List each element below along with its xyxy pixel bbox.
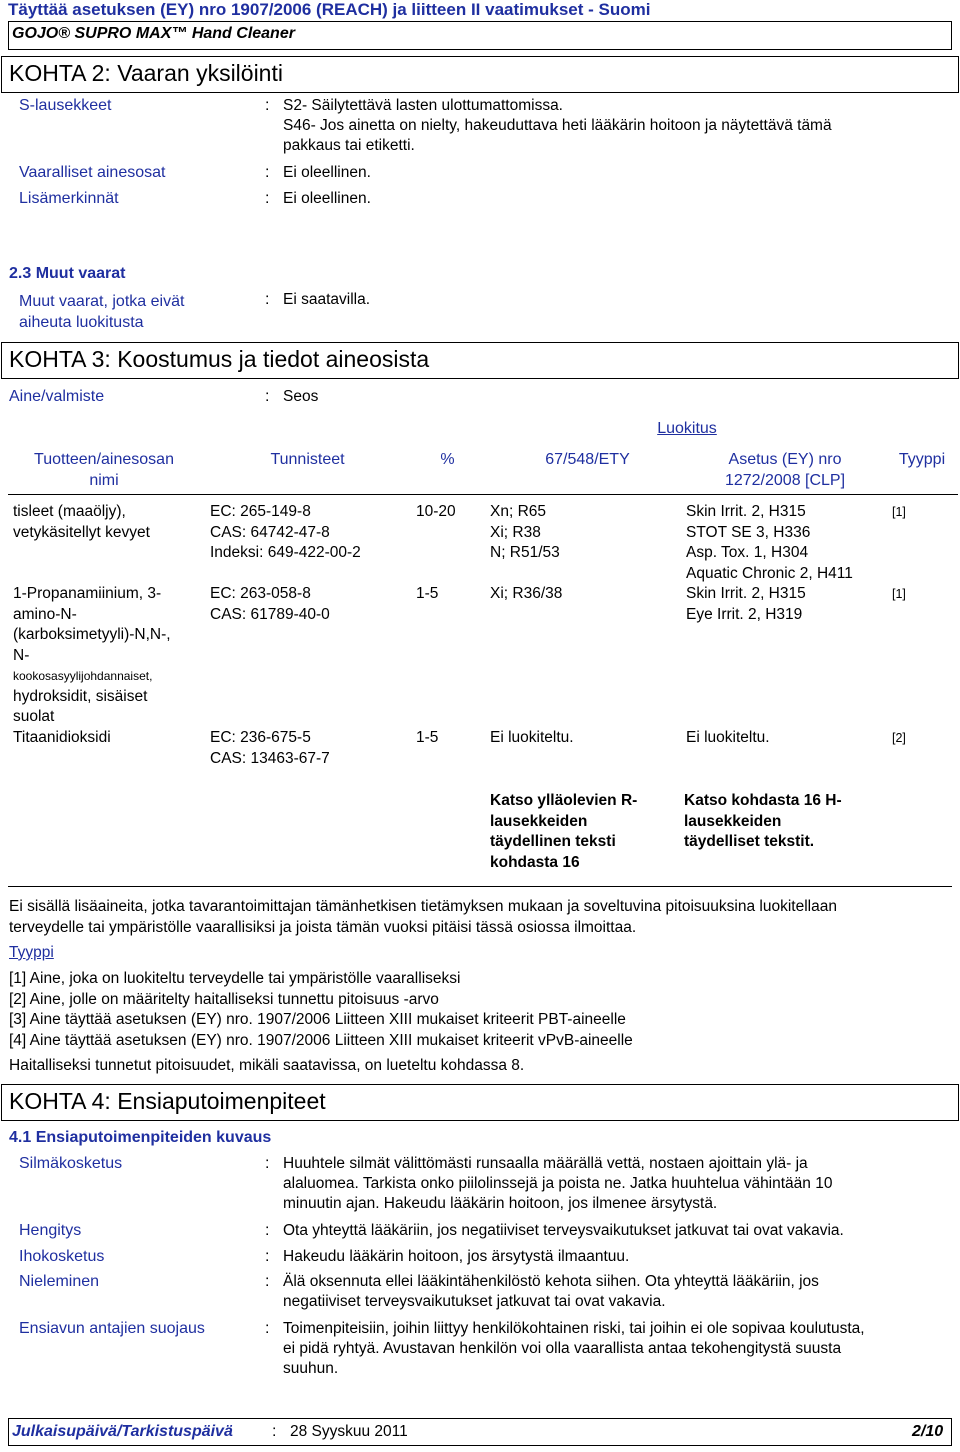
table-row-2-percent: 1-5 bbox=[416, 585, 439, 602]
table-row-1-type: [1] bbox=[892, 505, 906, 519]
product-name: GOJO® SUPRO MAX™ Hand Cleaner bbox=[12, 25, 295, 42]
hazardous-components-value: Ei oleellinen. bbox=[283, 164, 371, 181]
hazardous-components-label: Vaaralliset ainesosat bbox=[19, 164, 166, 181]
table-row-2-type: [1] bbox=[892, 587, 906, 601]
eye-contact-value: Huuhtele silmät välittömästi runsaalla määrällä vettä, nostaen ajoittain ylä- ja alaluomea. Tarkista onko piilolinssejä ja poista ne. Jatka huuhtelua vähintään 10 minuutin ajan. Hakeudu lääkärin hoitoon, jos ilmenee ärsytystä. bbox=[283, 1155, 833, 1212]
inhalation-value: Ota yhteyttä lääkäriin, jos negatiiviset terveysvaikutukset jatkuvat tai ovat vakavia. bbox=[283, 1222, 844, 1239]
table-row-2-name: 1-Propanamiinium, 3- amino-N- (karboksimetyyli)-N,N-, N- kookosasyylijohdannaiset, hydroksidit, sisäiset suolat bbox=[13, 585, 171, 725]
footer-page-number: 2/10 bbox=[912, 1423, 944, 1440]
section-2-title: KOHTA 2: Vaaran yksilöinti bbox=[9, 60, 283, 86]
col-name-header: Tuotteen/ainesosan nimi bbox=[34, 451, 174, 489]
table-row-1-ids: EC: 265-149-8 CAS: 64742-47-8 Indeksi: 649-422-00-2 bbox=[210, 503, 361, 561]
type-heading: Tyyppi bbox=[9, 944, 54, 961]
document-header-title: Täyttää asetuksen (EY) nro 1907/2006 (REACH) ja liitteen II vaatimukset - Suomi bbox=[8, 0, 651, 19]
first-aider-protection-label: Ensiavun antajien suojaus bbox=[19, 1320, 205, 1337]
substance-mixture-value: Seos bbox=[283, 388, 319, 405]
oel-note: Haitalliseksi tunnetut pitoisuudet, mikäli saatavissa, on lueteltu kohdassa 8. bbox=[9, 1057, 525, 1074]
r-phrases-note: Katso ylläolevien R- lausekkeiden täydellinen teksti kohdasta 16 bbox=[490, 792, 638, 871]
col-clp-header: Asetus (EY) nro 1272/2008 [CLP] bbox=[724, 451, 846, 489]
type-notes: [1] Aine, joka on luokiteltu terveydelle tai ympäristölle vaaralliseksi [2] Aine, jolle on määritelty haitalliseksi tunnettu pitoisuus -arvo [3] Aine täyttää asetuksen (EY) nro. 1907/2006 Liitteen XIII mukaiset kriteerit PBT-aineelle [4] Aine täyttää asetuksen (EY) nro. 1907/2006 Liitteen XIII mukaiset kriteerit vPvB-aineelle bbox=[9, 970, 633, 1049]
other-hazards-heading: 2.3 Muut vaarat bbox=[9, 265, 126, 282]
table-row-2-ids: EC: 263-058-8 CAS: 61789-40-0 bbox=[210, 585, 330, 623]
s-phrases-value: S2- Säilytettävä lasten ulottumattomissa. S46- Jos ainetta on nielty, hakeuduttava heti lääkärin hoitoon ja näytettävä tämä pakkaus tai etiketti. bbox=[283, 97, 832, 154]
classification-header: Luokitus bbox=[657, 420, 717, 437]
additional-labelling-label: Lisämerkinnät bbox=[19, 190, 119, 207]
table-row-1-name: tisleet (maaöljy), vetykäsitellyt kevyet bbox=[13, 503, 150, 541]
table-row-2-clp: Skin Irrit. 2, H315 Eye Irrit. 2, H319 bbox=[686, 585, 806, 623]
footer-date-value: 28 Syyskuu 2011 bbox=[290, 1423, 408, 1440]
skin-contact-label: Ihokosketus bbox=[19, 1248, 105, 1265]
section-3-title: KOHTA 3: Koostumus ja tiedot aineosista bbox=[9, 346, 430, 372]
additives-paragraph: Ei sisällä lisäaineita, jotka tavarantoimittajan tämänhetkisen tietämyksen mukaan ja soveltuvina pitoisuuksina luokitellaan terveydelle tai ympäristölle vaarallisiksi ja joista tämän vuoksi pitäisi tässä osiossa ilmoittaa. bbox=[9, 898, 837, 936]
other-hazards-label: Muut vaarat, jotka eivät aiheuta luokitusta bbox=[19, 293, 185, 331]
table-row-3-ids: EC: 236-675-5 CAS: 13463-67-7 bbox=[210, 729, 330, 767]
other-hazards-value: Ei saatavilla. bbox=[283, 291, 371, 308]
table-row-3-type: [2] bbox=[892, 731, 906, 745]
col-percent-header: % bbox=[440, 451, 455, 468]
table-row-1-directive: Xn; R65 Xi; R38 N; R51/53 bbox=[490, 503, 560, 561]
first-aid-subheading: 4.1 Ensiaputoimenpiteiden kuvaus bbox=[9, 1129, 272, 1146]
col-directive-header: 67/548/ETY bbox=[545, 451, 630, 468]
col-type-header: Tyyppi bbox=[898, 451, 946, 468]
eye-contact-label: Silmäkosketus bbox=[19, 1155, 123, 1172]
ingestion-value: Älä oksennuta ellei lääkintähenkilöstö kehota siihen. Ota yhteyttä lääkäriin, jos negatiiviset terveysvaikutukset jatkuvat tai ovat vakavia. bbox=[283, 1273, 819, 1310]
additional-labelling-value: Ei oleellinen. bbox=[283, 190, 371, 207]
table-row-3-directive: Ei luokiteltu. bbox=[490, 729, 574, 746]
footer-date-label: Julkaisupäivä/Tarkistuspäivä bbox=[12, 1423, 233, 1440]
substance-mixture-label: Aine/valmiste bbox=[9, 388, 105, 405]
table-row-3-clp: Ei luokiteltu. bbox=[686, 729, 770, 746]
table-row-3-name: Titaanidioksidi bbox=[13, 729, 111, 746]
table-bottom-rule bbox=[8, 886, 952, 887]
section-4-title: KOHTA 4: Ensiaputoimenpiteet bbox=[9, 1088, 326, 1114]
col-identifiers-header: Tunnisteet bbox=[270, 451, 345, 468]
skin-contact-value: Hakeudu lääkärin hoitoon, jos ärsytystä ilmaantuu. bbox=[283, 1248, 630, 1265]
ingestion-label: Nieleminen bbox=[19, 1273, 100, 1290]
table-row-2-directive: Xi; R36/38 bbox=[490, 585, 563, 602]
s-phrases-label: S-lausekkeet bbox=[19, 97, 112, 114]
table-header-rule bbox=[8, 494, 958, 495]
h-phrases-note: Katso kohdasta 16 H- lausekkeiden täydelliset tekstit. bbox=[684, 792, 842, 850]
table-row-1-clp: Skin Irrit. 2, H315 STOT SE 3, H336 Asp. Tox. 1, H304 Aquatic Chronic 2, H411 bbox=[686, 503, 853, 582]
first-aider-protection-value: Toimenpiteisiin, joihin liittyy henkilökohtainen riski, tai joihin ei ole sopivaa koulutusta, ei pidä ryhtyä. Avustavan henkilön voi olla vaarallista antaa tekohengitystä suusta suuhun. bbox=[283, 1320, 865, 1377]
table-row-1-percent: 10-20 bbox=[416, 503, 456, 520]
inhalation-label: Hengitys bbox=[19, 1222, 82, 1239]
table-row-3-percent: 1-5 bbox=[416, 729, 439, 746]
